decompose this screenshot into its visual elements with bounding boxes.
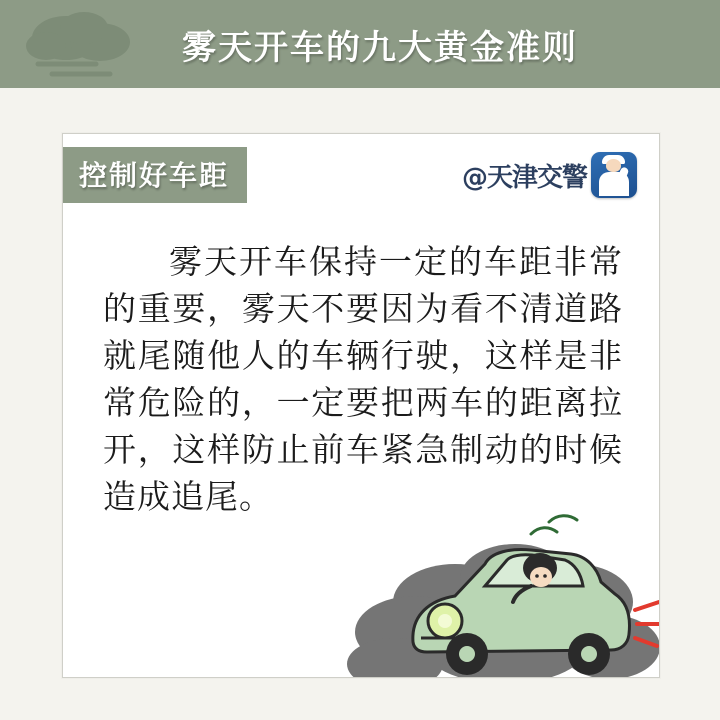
section-tab-label: 控制好车距 <box>62 147 247 203</box>
watermark-handle: @天津交警 <box>461 162 587 193</box>
car-in-fog-illustration <box>335 482 660 678</box>
page-title: 雾天开车的九大黄金准则 <box>182 27 578 68</box>
content-card <box>62 133 660 678</box>
watermark <box>462 152 637 198</box>
header-band <box>0 0 720 88</box>
body-text: 雾天开车保持一定的车距非常的重要，雾天不要因为看不清道路就尾随他人的车辆行驶，这样是非常危险的，一定要把两车的距离拉开，这样防止前车紧急制动的时候造成追尾。 <box>103 242 623 516</box>
police-officer-badge-icon <box>591 152 637 198</box>
